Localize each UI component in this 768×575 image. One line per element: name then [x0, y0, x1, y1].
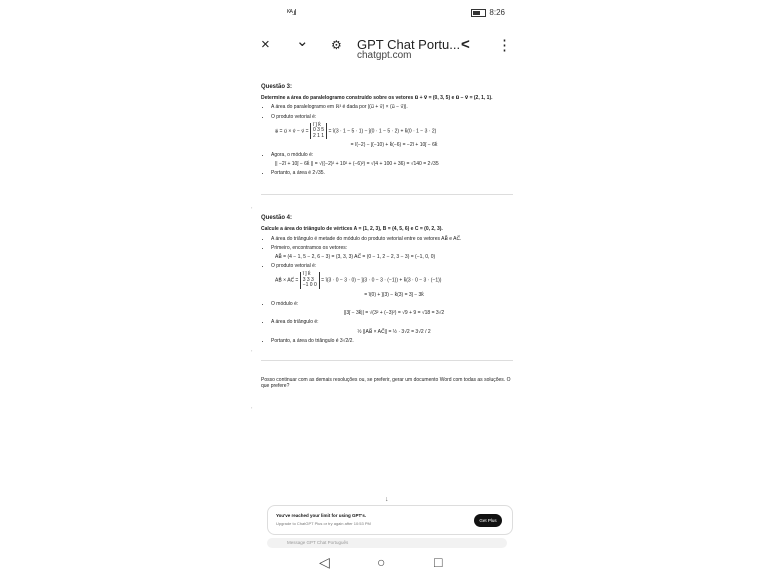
- chevron-down-icon[interactable]: ⌄: [296, 33, 309, 50]
- magnitude-formula: || −2î + 10ĵ − 6k̂ || = √((−2)² + 10² + (−6)²) = √(4 + 100 + 36) = √140 = 2√35: [275, 160, 439, 167]
- message-input[interactable]: Message GPT Chat Português: [267, 538, 507, 548]
- status-bar: [251, 6, 517, 22]
- scroll-marker: ‹: [251, 205, 253, 210]
- more-icon[interactable]: ⋮: [497, 37, 512, 54]
- scroll-marker: ‹: [251, 348, 253, 353]
- list-item: • A área do triângulo é: ½ ||AB⃗ × AC⃗|| = ½ · 3√2 = 3√2 / 2: [271, 319, 513, 334]
- browser-toolbar: [251, 30, 517, 68]
- closing-text: Posso continuar com as demais resoluções ou, se preferir, gerar um documento Word com todas as soluções. O que prefere?: [261, 377, 511, 390]
- home-icon[interactable]: ○: [377, 554, 386, 570]
- area-formula: ½ ||AB⃗ × AC⃗|| = ½ · 3√2 = 3√2 / 2: [357, 328, 431, 335]
- list-item: • Agora, o módulo é: || −2î + 10ĵ − 6k̂ || = √((−2)² + 10² + (−6)²) = √(4 + 100 + 36) = √140 = 2√35: [271, 152, 513, 167]
- question-4-heading: Questão 4:: [261, 215, 293, 222]
- list-item: • O produto vetorial é: AB⃗ × AC⃗ = î ĵ k̂ 3 3 3 −1 0 0 = î(3 · 0 − 3 · 0) − ĵ(3 · 0 − 3 · (−1)) + k̂(3 · 0 − 3 · (−1)) = î(0) + ĵ(3) − k̂(3) = 3ĵ − 3k̂: [271, 263, 513, 298]
- list-item: • Portanto, a área do triângulo é 3√2/2.: [271, 338, 513, 344]
- list-item: • A área do triângulo é metade do módulo do produto vetorial entre os vetores AB⃗ e AC⃗.: [271, 236, 513, 242]
- tune-icon[interactable]: ⚙: [331, 38, 342, 52]
- cross-product-result: = î(0) + ĵ(3) − k̂(3) = 3ĵ − 3k̂: [364, 291, 424, 298]
- recent-apps-icon[interactable]: □: [434, 554, 443, 570]
- question-3-heading: Questão 3:: [261, 84, 293, 90]
- list-item: • O produto vetorial é: a⃗ = u⃗ × v⃗ − v⃗ = î ĵ k̂ 0 3 5 2 1 1 = î(3 · 1 − 5 · 1) − ĵ(0 · 1 − 5 · 2) + k̂(0 · 1 − 3 · 2) = î(−2) − ĵ(−10) + k̂(−6) = −2î + 10ĵ − 6k̂: [271, 114, 513, 149]
- get-plus-button[interactable]: Get Plus: [474, 514, 502, 527]
- page-title: GPT Chat Portu...: [357, 37, 461, 52]
- banner-subtitle: Upgrade to ChatGPT Plus or try again after 10:53 PM: [276, 521, 371, 526]
- cross-product-formula: a⃗ = u⃗ × v⃗ − v⃗ = î ĵ k̂ 0 3 5 2 1 1 = î(3 · 1 − 5 · 1) − ĵ(0 · 1 − 5 · 2) + k̂(0 · 1 − 3 · 2): [275, 121, 437, 139]
- cross-product-result: = î(−2) − ĵ(−10) + k̂(−6) = −2î + 10ĵ − 6k̂: [350, 142, 438, 149]
- vectors-formula: AB⃗ = (4 − 1, 5 − 2, 6 − 3) = (3, 3, 3) AC⃗ = (0 − 1, 2 − 2, 3 − 3) = (−1, 0, 0): [275, 253, 436, 260]
- scroll-down-icon[interactable]: ↓: [385, 496, 389, 503]
- list-item: • O módulo é: ||3ĵ − 3k̂|| = √(3² + (−3)²) = √9 + 9 = √18 = 3√2: [271, 301, 513, 316]
- magnitude-formula: ||3ĵ − 3k̂|| = √(3² + (−3)²) = √9 + 9 = √18 = 3√2: [343, 310, 445, 317]
- back-icon[interactable]: ◁: [319, 554, 330, 570]
- battery-icon: [471, 9, 486, 17]
- determinant-matrix: î ĵ k̂ 3 3 3 −1 0 0: [300, 272, 320, 289]
- divider: [261, 194, 513, 195]
- limit-banner: [267, 505, 513, 535]
- question-3-statement: Determine a área do paralelogramo construído sobre os vetores u⃗ + v⃗ = (0, 3, 5) e u⃗ − v⃗ = (2, 1, 1).: [261, 95, 493, 102]
- page-domain: chatgpt.com: [357, 50, 412, 61]
- list-item: • A área do paralelogramo em ℝ³ é dada por |(u⃗ + v⃗) × (u⃗ − v⃗)|.: [271, 104, 513, 110]
- signal-icon: ᴷᴬ.ıl: [287, 8, 296, 17]
- list-item: • Portanto, a área é 2√35.: [271, 170, 513, 176]
- close-icon[interactable]: ×: [261, 36, 270, 53]
- clock: 8:26: [489, 8, 505, 17]
- share-icon[interactable]: <: [461, 36, 470, 53]
- question-4-statement: Calcule a área do triângulo de vértices A = (1, 2, 3), B = (4, 5, 6) e C = (0, 2, 3).: [261, 226, 443, 233]
- android-nav-bar: [251, 552, 517, 575]
- banner-title: You've reached your limit for using GPT's.: [276, 513, 367, 518]
- list-item: • Primeiro, encontramos os vetores: AB⃗ = (4 − 1, 5 − 2, 6 − 3) = (3, 3, 3) AC⃗ = (0 − 1, 2 − 2, 3 − 3) = (−1, 0, 0): [271, 245, 513, 260]
- divider: [261, 360, 513, 361]
- cross-product-formula: AB⃗ × AC⃗ = î ĵ k̂ 3 3 3 −1 0 0 = î(3 · 0 − 3 · 0) − ĵ(3 · 0 − 3 · (−1)) + k̂(3 · 0 − 3 · (−1)): [275, 271, 442, 289]
- chat-message: [261, 84, 513, 389]
- phone-screen: [251, 0, 517, 575]
- scroll-marker: ‹: [251, 405, 253, 410]
- determinant-matrix: î ĵ k̂ 0 3 5 2 1 1: [310, 123, 327, 140]
